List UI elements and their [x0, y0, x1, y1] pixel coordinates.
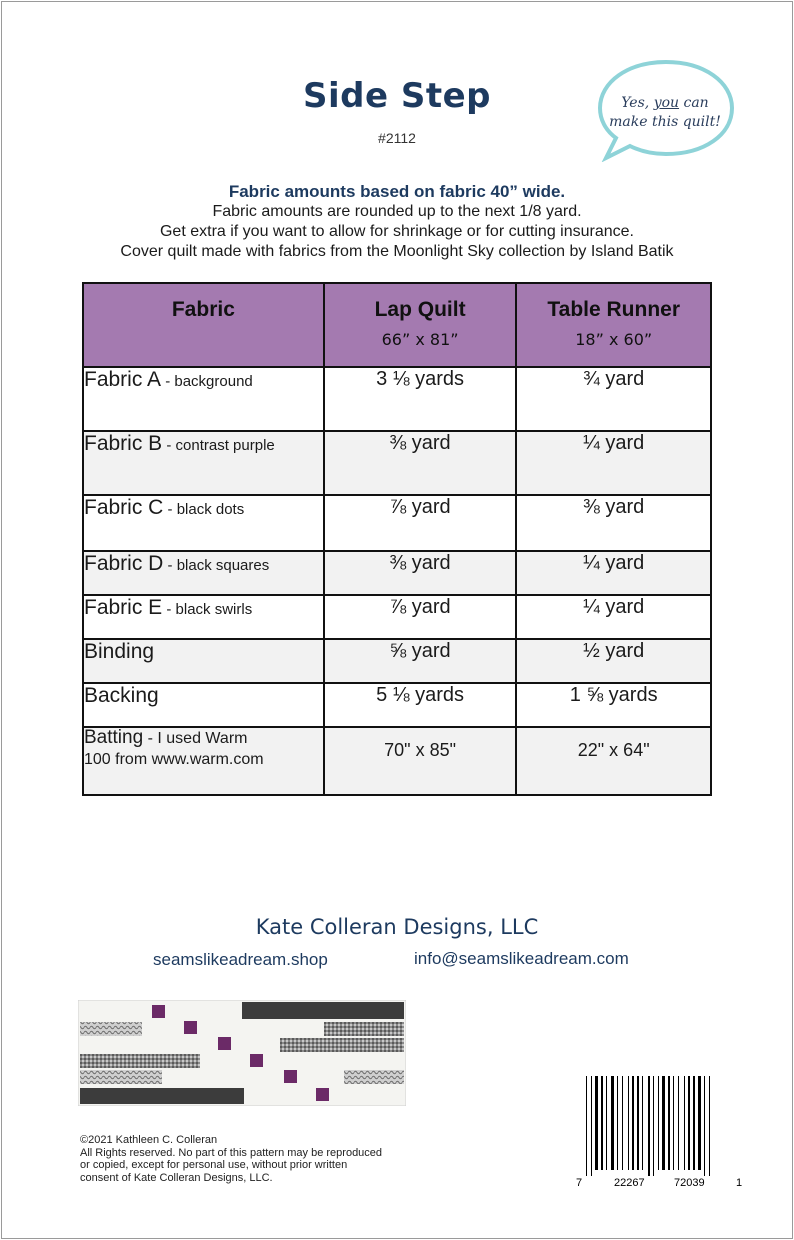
intro-line: Cover quilt made with fabrics from the Moonlight Sky collection by Island Batik	[120, 243, 674, 260]
header-fabric: Fabric	[83, 283, 324, 367]
fabric-name: Batting - I used Warm 100 from www.warm.com	[83, 727, 324, 795]
barcode-digit: 7	[576, 1177, 583, 1189]
table-runner-amount: ½ yard	[516, 639, 711, 683]
lap-quilt-amount: 5 ⅛ yards	[324, 683, 517, 727]
lap-quilt-amount: 70" x 85"	[324, 727, 517, 795]
fabric-name: Fabric B - contrast purple	[83, 431, 324, 495]
fabric-table	[82, 282, 712, 796]
table-header-row	[83, 283, 711, 367]
quilt-preview-image	[78, 1000, 406, 1106]
lap-quilt-amount: ⅜ yard	[324, 551, 517, 595]
email-link[interactable]: info@seamslikeadream.com	[414, 949, 629, 968]
lap-quilt-amount: ⅞ yard	[324, 495, 517, 551]
table-row	[83, 551, 711, 595]
barcode-digit: 1	[736, 1177, 743, 1189]
bubble-text: Yes, you can make this quilt!	[609, 95, 721, 130]
table-runner-amount: ¼ yard	[516, 551, 711, 595]
fabric-name: Fabric D - black squares	[83, 551, 324, 595]
table-row	[83, 727, 711, 795]
table-runner-amount: ¾ yard	[516, 367, 711, 431]
company-name: Kate Colleran Designs, LLC	[255, 915, 539, 939]
lap-quilt-amount: ⅞ yard	[324, 595, 517, 639]
table-runner-amount: ⅜ yard	[516, 495, 711, 551]
fabric-name: Fabric A - background	[83, 367, 324, 431]
header-table-runner: Table Runner 18” x 60”	[516, 283, 711, 367]
table-runner-amount: 22" x 64"	[516, 727, 711, 795]
fabric-name: Fabric C - black dots	[83, 495, 324, 551]
table-runner-amount: ¼ yard	[516, 595, 711, 639]
copyright-notice: ©2021 Kathleen C. Colleran All Rights reserved. No part of this pattern may be reproduced or copied, except for personal use, without prior written consent of Kate Colleran Designs, LLC.	[80, 1134, 383, 1184]
intro-bold-line: Fabric amounts based on fabric 40” wide.	[228, 182, 566, 201]
barcode-digit: 72039	[674, 1177, 705, 1189]
barcode-digit: 22267	[614, 1177, 645, 1189]
fabric-name: Binding	[83, 639, 324, 683]
fabric-name: Backing	[83, 683, 324, 727]
page-title: Side Step	[302, 76, 491, 116]
header-lap-quilt: Lap Quilt 66” x 81”	[324, 283, 517, 367]
table-row	[83, 683, 711, 727]
fabric-name: Fabric E - black swirls	[83, 595, 324, 639]
table-row	[83, 495, 711, 551]
table-row	[83, 367, 711, 431]
table-row	[83, 639, 711, 683]
lap-quilt-amount: 3 ⅛ yards	[324, 367, 517, 431]
intro-text	[0, 182, 794, 262]
intro-line: Get extra if you want to allow for shrinkage or for cutting insurance.	[159, 223, 634, 240]
intro-line: Fabric amounts are rounded up to the next 1/8 yard.	[212, 203, 582, 220]
table-runner-amount: 1 ⅝ yards	[516, 683, 711, 727]
barcode-image	[574, 1072, 744, 1190]
table-row	[83, 431, 711, 495]
lap-quilt-amount: ⅜ yard	[324, 431, 517, 495]
table-runner-amount: ¼ yard	[516, 431, 711, 495]
table-row	[83, 595, 711, 639]
lap-quilt-amount: ⅝ yard	[324, 639, 517, 683]
pattern-number: #2112	[378, 130, 416, 146]
website-link[interactable]: seamslikeadream.shop	[153, 950, 328, 969]
